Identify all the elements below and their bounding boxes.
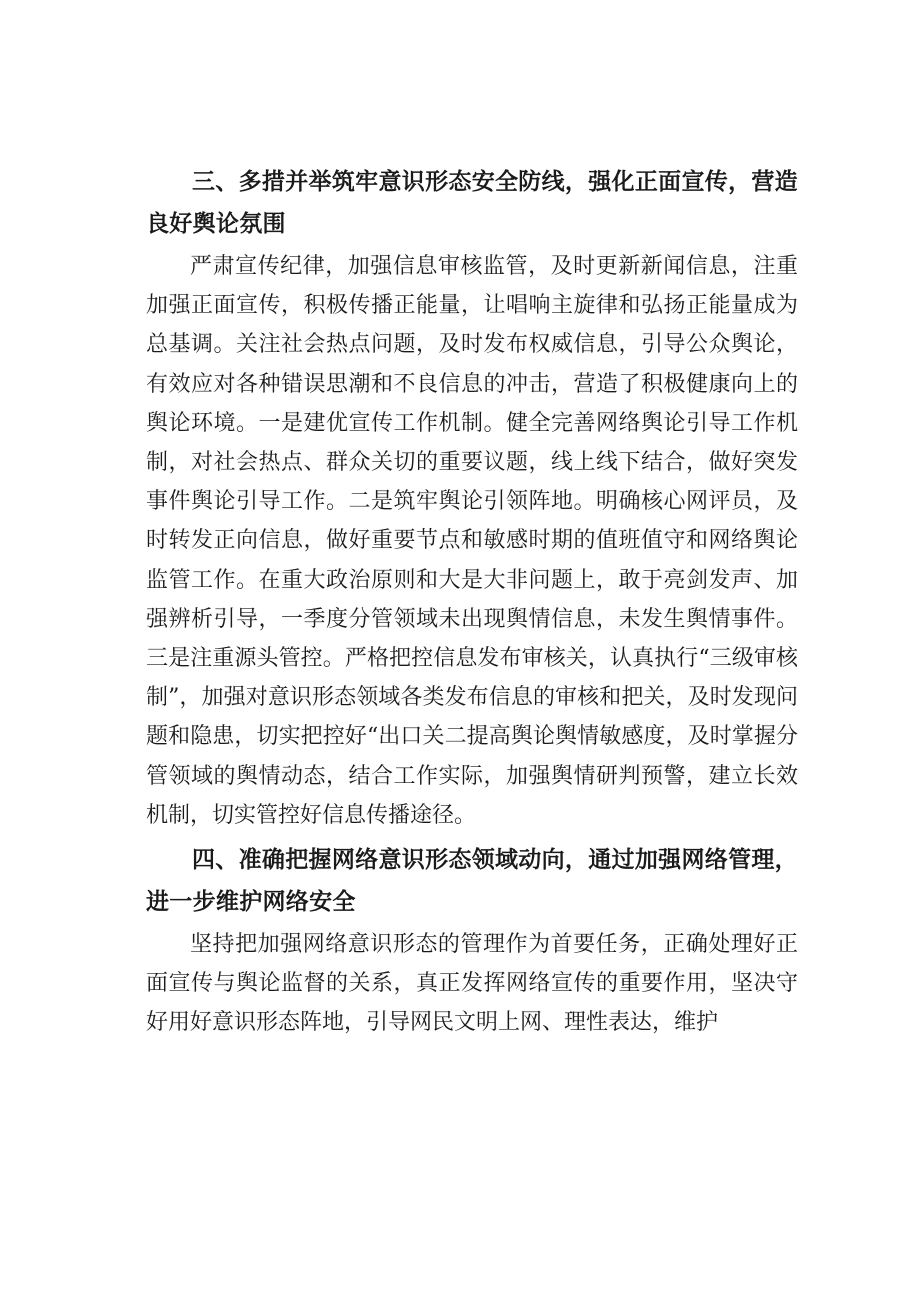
section-paragraph-4: 坚持把加强网络意识形态的管理作为首要任务，正确处理好正面宣传与舆论监督的关系，真正发挥网络宣传的重要作用，坚决守好用好意识形态阵地，引导网民文明上网、理性表达，维护 <box>146 932 798 1036</box>
section-paragraph-3: 严肃宣传纪律，加强信息审核监管，及时更新新闻信息，注重加强正面宣传，积极传播正能量，让唱响主旋律和弘扬正能量成为总基调。关注社会热点问题，及时发布权威信息，引导公众舆论，有效应对各种错误思潮和不良信息的冲击，营造了积极健康向上的舆论环境。一是建优宣传工作机制。健全完善网络舆论引导工作机制，对社会热点、群众关切的重要议题，线上线下结合，做好突发事件舆论引导工作。二是筑牢舆论引领阵地。明确核心网评员，及时转发正向信息，做好重要节点和敏感时期的值班值守和网络舆论监管工作。在重大政治原则和大是大非问题上，敢于亮剑发声、加强辨析引导，一季度分管领域未出现舆情信息，未发生舆情事件。三是注重源头管控。严格把控信息发布审核关，认真执行“三级审核制”，加强对意识形态领域各类发布信息的审核和把关，及时发现问题和隐患，切实把控好“出口关二提高舆论舆情敏感度，及时掌握分管领域的舆情动态，结合工作实际，加强舆情研判预警，建立长效机制，切实管控好信息传播途径。 <box>146 254 798 828</box>
document-body <box>146 161 798 1043</box>
section-heading-3: 三、多措并举筑牢意识形态安全防线，强化正面宣传，营造良好舆论氛围 <box>146 169 798 237</box>
section-heading-4: 四、准确把握网络意识形态领域动向，通过加强网络管理，进一步维护网络安全 <box>146 847 798 916</box>
